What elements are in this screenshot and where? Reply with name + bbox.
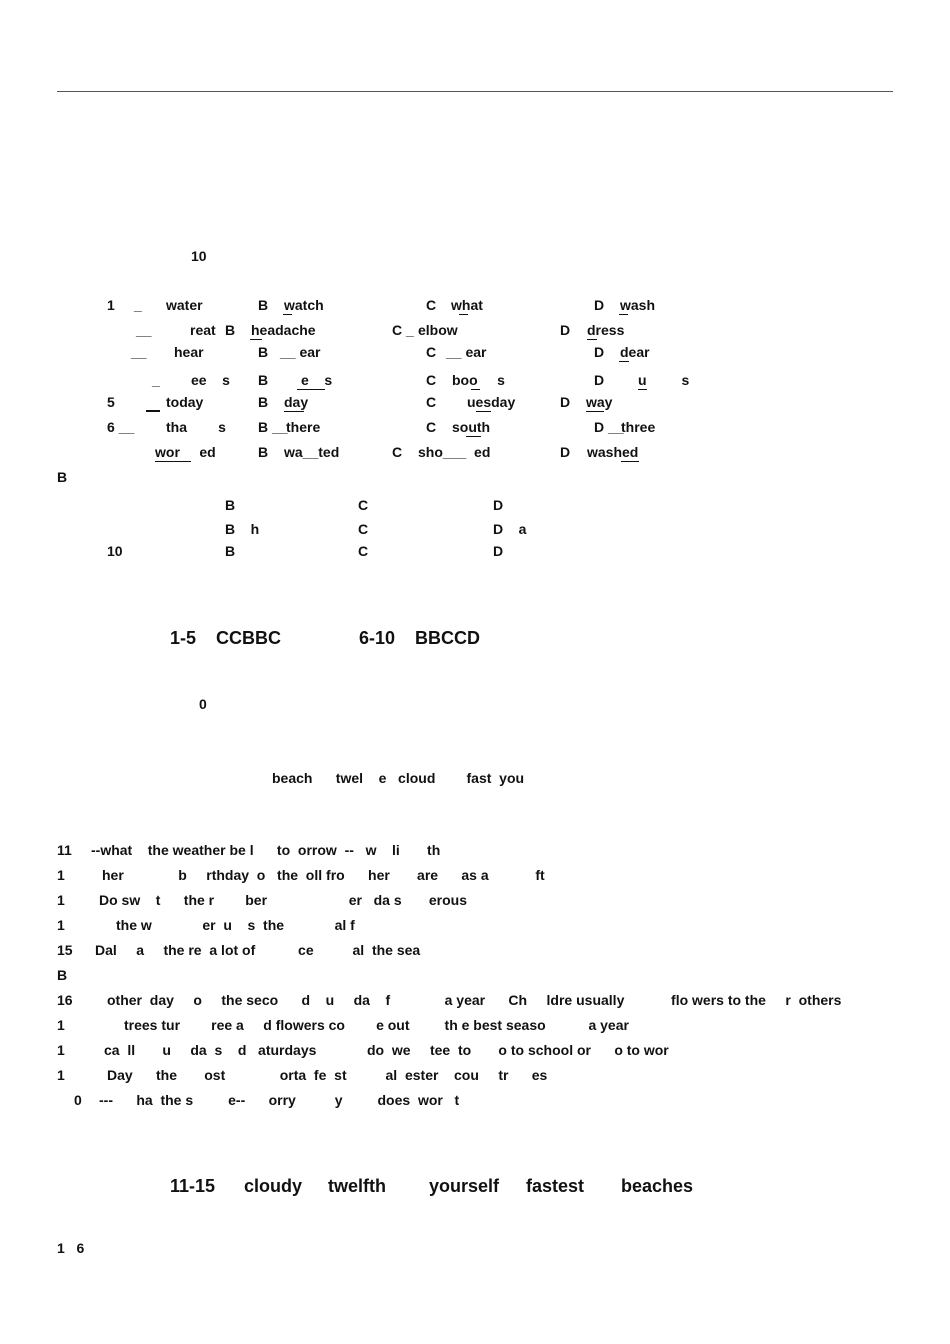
option-b: B bbox=[225, 497, 236, 513]
sentence-text: Day the ost orta fe st al ester cou tr es bbox=[107, 1067, 548, 1083]
option-b-letter: B bbox=[225, 322, 236, 338]
sentence-number: 1 bbox=[57, 1067, 65, 1083]
answer-key-6-10: 6-10 BBCCD bbox=[359, 628, 481, 648]
underline bbox=[155, 461, 191, 462]
row-number: 6 __ bbox=[107, 419, 135, 435]
underline bbox=[621, 461, 639, 462]
option-b: there bbox=[286, 419, 321, 435]
underline bbox=[619, 361, 629, 362]
option-b-letter: B bbox=[258, 297, 269, 313]
option-b: day bbox=[284, 394, 309, 410]
option-a: hear bbox=[174, 344, 204, 360]
option-c-letter: C _ bbox=[392, 322, 414, 338]
sentence-number: 11 bbox=[57, 842, 72, 858]
option-a: reat bbox=[190, 322, 216, 338]
option-d-letter: D bbox=[560, 394, 571, 410]
row-number: 10 bbox=[107, 543, 123, 559]
option-c: C bbox=[358, 521, 369, 537]
option-c: elbow bbox=[418, 322, 458, 338]
sentence-number: 1 bbox=[57, 1042, 65, 1058]
sentence-number: 1 bbox=[57, 1017, 65, 1033]
sentence-text: her b rthday o the oll fro her are as a ft bbox=[102, 867, 545, 883]
row-number: 1 bbox=[107, 297, 115, 313]
option-a: water bbox=[166, 297, 203, 313]
option-d: three bbox=[621, 419, 656, 435]
answer-key-range: 11-15 bbox=[170, 1176, 216, 1196]
option-b: wa__ted bbox=[284, 444, 340, 460]
underline bbox=[459, 314, 468, 315]
word-box: beach twel e cloud fast you bbox=[272, 770, 525, 786]
option-d: way bbox=[586, 394, 613, 410]
option-c-letter: C bbox=[426, 419, 437, 435]
sentence-number: 15 bbox=[57, 942, 73, 958]
sentence-text: the w er u s the al f bbox=[116, 917, 355, 933]
sentence-text: Dal a the re a lot of ce al the sea bbox=[95, 942, 421, 958]
option-b: headache bbox=[251, 322, 316, 338]
sentence-text: other day o the seco d u da f a year Ch ldre usually flo wers to the r others bbox=[107, 992, 842, 1008]
footer-number: 1 6 bbox=[57, 1240, 85, 1256]
option-b-letter: B bbox=[258, 444, 269, 460]
option-c-letter: C bbox=[426, 344, 437, 360]
header-rule bbox=[57, 91, 893, 92]
underline bbox=[283, 314, 292, 315]
row-number: 5 bbox=[107, 394, 115, 410]
answer-word: cloudy bbox=[244, 1176, 303, 1196]
section-b-marker: B bbox=[57, 967, 68, 983]
underline bbox=[587, 339, 597, 340]
option-b-letter: B bbox=[258, 344, 269, 360]
option-c: __ ear bbox=[446, 344, 487, 360]
option-d-letter: D bbox=[594, 297, 605, 313]
blank: _ bbox=[134, 297, 142, 313]
sentence-number: 0 bbox=[74, 1092, 82, 1108]
option-d: D a bbox=[493, 521, 527, 537]
sentence-number: 16 bbox=[57, 992, 73, 1008]
underline bbox=[638, 389, 647, 390]
option-d: D bbox=[493, 543, 504, 559]
option-d-letter: D bbox=[560, 322, 571, 338]
option-b-letter: B bbox=[258, 372, 269, 388]
option-c-letter: C bbox=[426, 372, 437, 388]
option-d: washed bbox=[587, 444, 639, 460]
sentence-number: 1 bbox=[57, 892, 65, 908]
option-c: sho___ ed bbox=[418, 444, 491, 460]
option-d-letter: D bbox=[594, 344, 605, 360]
underline bbox=[250, 339, 262, 340]
option-c: C bbox=[358, 543, 369, 559]
option-d: dear bbox=[620, 344, 650, 360]
underline bbox=[476, 411, 491, 412]
section-number: 10 bbox=[191, 248, 207, 264]
sentence-text: --- ha the s e-- orry y does wor t bbox=[99, 1092, 460, 1108]
underline bbox=[471, 389, 480, 390]
option-d-letter: D bbox=[594, 372, 605, 388]
option-b: watch bbox=[284, 297, 324, 313]
option-c: what bbox=[451, 297, 483, 313]
sentence-number: 1 bbox=[57, 867, 65, 883]
option-d: D bbox=[493, 497, 504, 513]
answer-word: fastest bbox=[526, 1176, 585, 1196]
section-number: 0 bbox=[199, 696, 207, 712]
answer-word: yourself bbox=[429, 1176, 500, 1196]
option-c: boo s bbox=[452, 372, 505, 388]
underline bbox=[586, 411, 604, 412]
option-b-letter: B bbox=[258, 394, 269, 410]
option-c: south bbox=[452, 419, 491, 435]
sentence-number: 1 bbox=[57, 917, 65, 933]
answer-key-1-5: 1-5 CCBBC bbox=[170, 628, 282, 648]
sentence-text: trees tur ree a d flowers co e out th e best seaso a year bbox=[124, 1017, 629, 1033]
sentence-text: ca ll u da s d aturdays do we tee to o to school or o to wor bbox=[104, 1042, 669, 1058]
underline bbox=[466, 436, 481, 437]
option-a: today bbox=[166, 394, 204, 410]
blank: _ bbox=[152, 372, 160, 388]
section-b-marker: B bbox=[57, 469, 68, 485]
option-d-letter: D bbox=[560, 444, 571, 460]
option-c-letter: C bbox=[426, 297, 437, 313]
option-d: u s bbox=[638, 372, 690, 388]
option-c-letter: C bbox=[392, 444, 403, 460]
underline bbox=[146, 410, 160, 412]
option-d-letter: D __ bbox=[594, 419, 624, 435]
underline bbox=[297, 389, 325, 390]
blank: __ bbox=[131, 344, 147, 360]
option-b: __ ear bbox=[280, 344, 321, 360]
sentence-text: Do sw t the r ber er da s erous bbox=[99, 892, 467, 908]
option-b-letter: B __ bbox=[258, 419, 288, 435]
option-c-letter: C bbox=[426, 394, 437, 410]
option-c: C bbox=[358, 497, 369, 513]
option-a: wor ed bbox=[155, 444, 216, 460]
blank: __ bbox=[136, 322, 152, 338]
option-d: wash bbox=[620, 297, 656, 313]
answer-word: twelfth bbox=[328, 1176, 386, 1196]
option-b: e s bbox=[301, 372, 333, 388]
sentence-text: --what the weather be l to orrow -- w li th bbox=[91, 842, 441, 858]
option-d: dress bbox=[587, 322, 625, 338]
underline bbox=[619, 314, 628, 315]
option-c: uesday bbox=[467, 394, 516, 410]
underline bbox=[284, 411, 304, 412]
option-b: B h bbox=[225, 521, 260, 537]
option-a: tha s bbox=[166, 419, 226, 435]
answer-word: beaches bbox=[621, 1176, 694, 1196]
option-a: ee s bbox=[191, 372, 230, 388]
option-b: B bbox=[225, 543, 236, 559]
